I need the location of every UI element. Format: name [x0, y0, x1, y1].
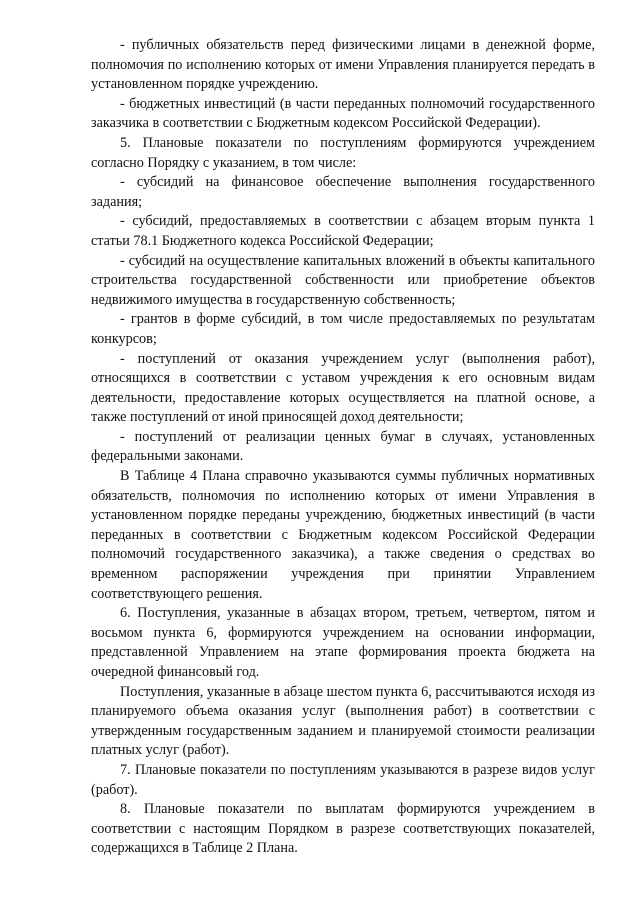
- paragraph-item-6-calculation: Поступления, указанные в абзаце шестом пункта 6, рассчитываются исходя из планируемого объема оказания услуг (выполнения работ) в соответствии с утвержденным государственным заданием и планируемой стоимости реализации платных услуг (работ).: [91, 683, 595, 759]
- paragraph-budget-investments: - бюджетных инвестиций (в части переданных полномочий государственного заказчика в соответствии с Бюджетным кодексом Российской Федерации).: [91, 95, 595, 132]
- paragraph-item-5: 5. Плановые показатели по поступлениям формируются учреждением согласно Порядку с указанием, в том числе:: [91, 134, 595, 171]
- paragraph-subsidy-capital-investments: - субсидий на осуществление капитальных вложений в объекты капитального строительства государственной собственности или приобретение объектов недвижимого имущества в государственную собственность;: [91, 252, 595, 308]
- paragraph-item-7: 7. Плановые показатели по поступлениям указываются в разрезе видов услуг (работ).: [91, 761, 595, 798]
- paragraph-item-8: 8. Плановые показатели по выплатам формируются учреждением в соответствии с настоящим Порядком в разрезе соответствующих показателей, содержащихся в Таблице 2 Плана.: [91, 801, 595, 857]
- paragraph-table-4: В Таблице 4 Плана справочно указываются суммы публичных нормативных обязательств, полномочия по исполнению которых от имени Управления в установленном порядке переданы учреждению, бюджетных инвестиций (в части переданных в соответствии с Бюджетным кодексом Российской Федерации полномочий государственного заказчика), а также сведения о средствах во временном распоряжении учреждения при принятии Управлением соответствующего решения.: [91, 468, 595, 602]
- paragraph-securities-income: - поступлений от реализации ценных бумаг в случаях, установленных федеральными законами.: [91, 428, 595, 465]
- paragraph-subsidy-state-task: - субсидий на финансовое обеспечение выполнения государственного задания;: [91, 174, 595, 210]
- paragraph-subsidy-article-78-1: - субсидий, предоставляемых в соответствии с абзацем вторым пункта 1 статьи 78.1 Бюджетного кодекса Российской Федерации;: [91, 213, 595, 249]
- document-body: [91, 36, 595, 859]
- paragraph-item-6: 6. Поступления, указанные в абзацах втором, третьем, четвертом, пятом и восьмом пункта 6, формируются учреждением на основании информации, представленной Управлением на этапе формирования проекта бюджета на очередной финансовый год.: [91, 605, 595, 680]
- paragraph-paid-services-income: - поступлений от оказания учреждением услуг (выполнения работ), относящихся в соответствии с уставом учреждения к его основным видам деятельности, предоставление которых осуществляется на платной основе, а также поступлений от иной приносящей доход деятельности;: [91, 350, 595, 426]
- paragraph-public-obligations: - публичных обязательств перед физическими лицами в денежной форме, полномочия по исполнению которых от имени Управления планируется передать в установленном порядке учреждению.: [91, 37, 595, 93]
- paragraph-grants: - грантов в форме субсидий, в том числе предоставляемых по результатам конкурсов;: [91, 311, 595, 347]
